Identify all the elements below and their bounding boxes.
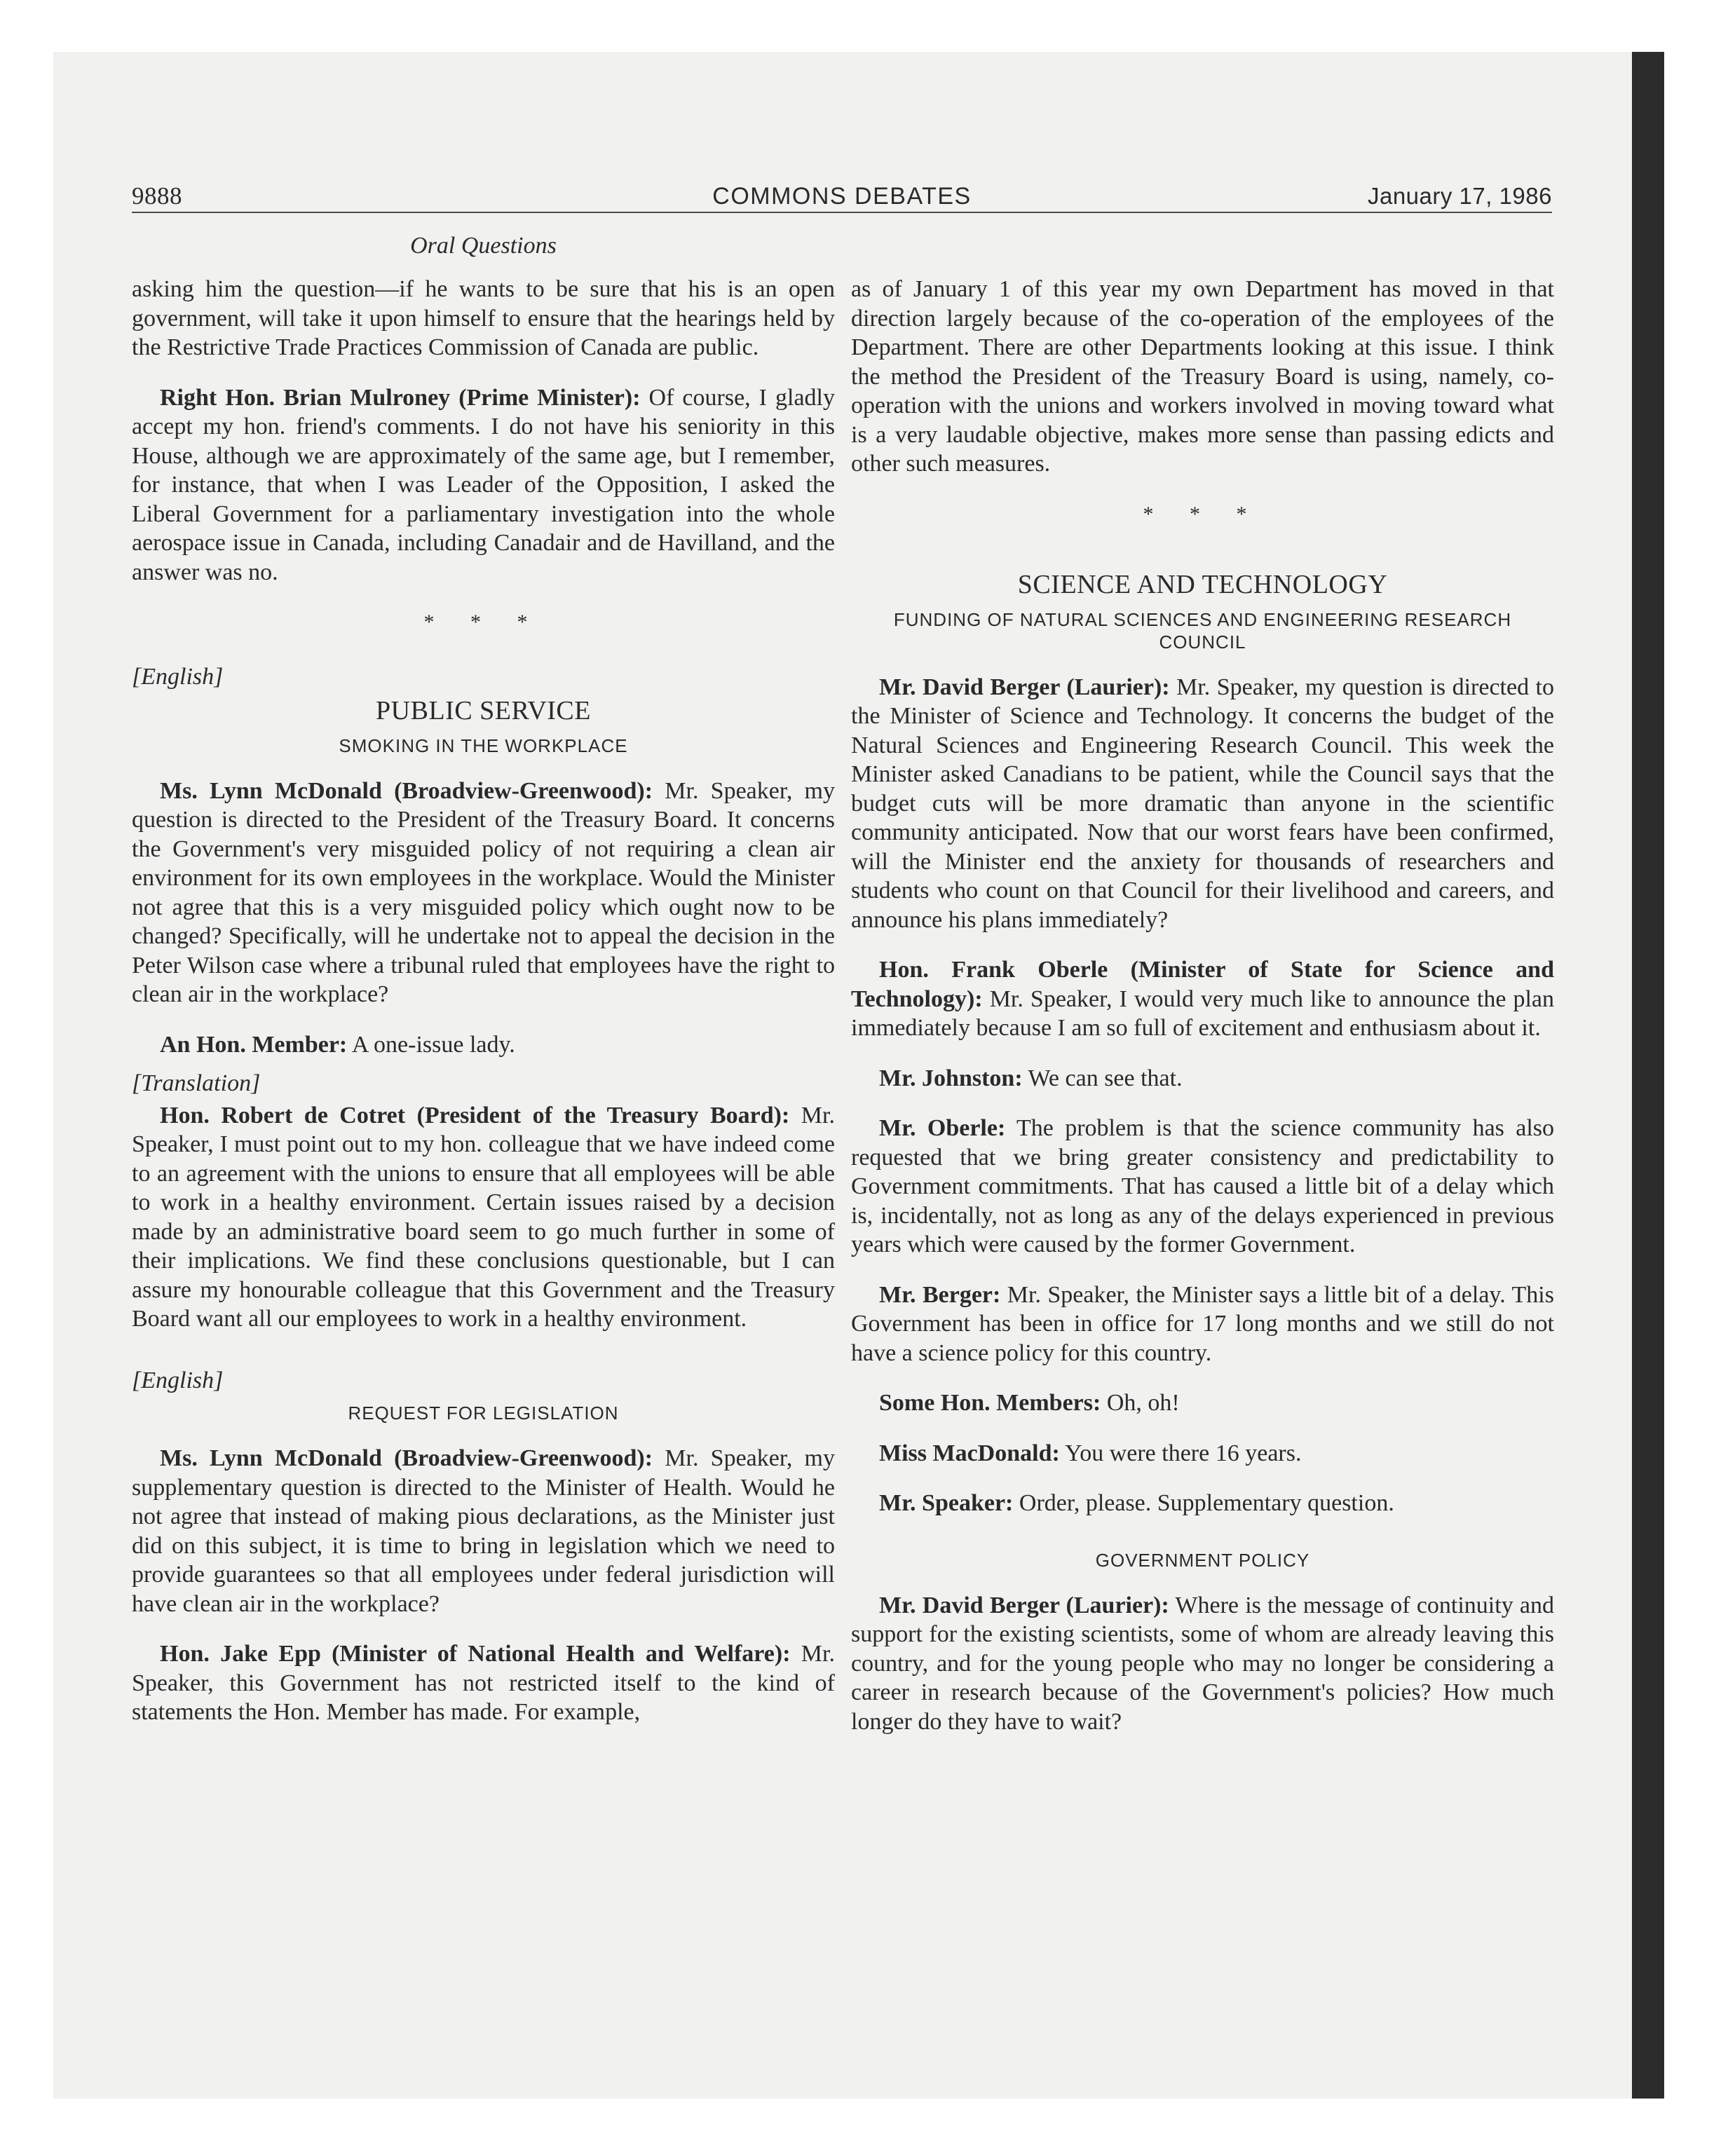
speech-paragraph <box>851 673 1554 935</box>
speech-text: A one-issue lady. <box>347 1031 515 1058</box>
section-separator: * * * <box>1143 502 1263 526</box>
speaker-name: Some Hon. Members: <box>879 1390 1101 1416</box>
speech-text: The problem is that the science community has also requested that we bring greater consistency and predictability to Government commitments. That has caused a little bit of a delay which is, incidentally, not as long as any of the delays experienced in previous years which were caused by the former Government. <box>851 1115 1554 1257</box>
section-heading: SCIENCE AND TECHNOLOGY <box>1017 570 1388 599</box>
publication-title: COMMONS DEBATES <box>712 183 972 210</box>
page-edge-shadow <box>1632 52 1664 2099</box>
speaker-name: Hon. Robert de Cotret (President of the Treasury Board): <box>160 1102 790 1128</box>
paragraph: asking him the question—if he wants to be sure that his is an open government, will take it upon himself to ensure that the hearings held by the Restrictive Trade Practices Commission of Canada are public. <box>132 276 835 360</box>
speech-text: Mr. Speaker, my question is directed to the President of the Treasury Board. It concerns the Government's very misguided policy of not requiring a clean air environment for its own employees in the workplace. Would the Minister not agree that this is a very misguided policy which ought now to be changed? Specifically, will he undertake not to appeal the decision in the Peter Wilson case where a tribunal ruled that employees have the right to clean air in the workplace? <box>132 777 835 1007</box>
speech-text: Mr. Speaker, I must point out to my hon. colleague that we have indeed come to an agreement with the unions to ensure that all employees will be able to work in a healthy environment. Certain issues raised by a decision made by an administrative board seem to go much further in some of their implications. We find these conclusions questionable, but I can assure my honourable colleague that this Government and the Treasury Board want all our employees to work in a healthy environment. <box>132 1102 835 1332</box>
speech-text: Mr. Speaker, this Government has not restricted itself to the kind of statements the Hon. Member has made. For example, <box>132 1641 835 1725</box>
speech-paragraph <box>132 777 835 1009</box>
speech-text: Mr. Speaker, my question is directed to the Minister of Science and Technology. It concerns the budget of the Natural Sciences and Engineering Research Council. This week the Minister asked Canadians to be patient, while the Council says that the budget cuts will be more dramatic than anyone in the scientific community anticipated. Now that our worst fears have been confirmed, will the Minister end the anxiety for thousands of researchers and students who count on that Council for their livelihood and careers, and announce his plans immediately? <box>851 674 1555 933</box>
speech-text: Mr. Speaker, my supplementary question is directed to the Minister of Health. Would he not agree that instead of making pious declarations, as the Minister just did on this subject, it is time to bring in legislation which we need to provide guarantees so that all employees under federal jurisdiction will have clean air in the workplace? <box>132 1445 835 1617</box>
page-number: 9888 <box>132 182 182 210</box>
speech-text: Of course, I gladly accept my hon. friend's comments. I do not have his seniority in this House, although we are approximately of the same age, but I remember, for instance, that when I was Leader of the Opposition, I asked the Liberal Government for a parliamentary investigation into the whole aerospace issue in Canada, including Canadair and de Havilland, and the answer was no. <box>132 384 836 585</box>
left-column <box>132 275 835 1748</box>
speaker-name: Right Hon. Brian Mulroney (Prime Minister): <box>160 384 641 411</box>
speaker-name: Mr. Speaker: <box>879 1490 1014 1516</box>
speech-paragraph <box>132 1101 835 1334</box>
right-column <box>851 275 1554 1757</box>
speech-paragraph <box>851 1591 1554 1737</box>
speech-paragraph <box>132 383 835 587</box>
speech-paragraph <box>851 1114 1554 1260</box>
subsection-heading: GOVERNMENT POLICY <box>1095 1549 1310 1571</box>
speech-paragraph <box>851 1064 1554 1093</box>
speech-text: Order, please. Supplementary question. <box>1013 1490 1394 1516</box>
speech-paragraph <box>851 1489 1554 1518</box>
speech-text: You were there 16 years. <box>1059 1440 1302 1466</box>
speech-text: Mr. Speaker, the Minister says a little bit of a delay. This Government has been in office for 17 long months and we still do not have a science policy for this country. <box>851 1281 1554 1366</box>
speech-paragraph <box>132 1444 835 1618</box>
speaker-name: Hon. Frank Oberle (Minister of State for Science and Technology): <box>851 957 1554 1012</box>
section-separator: * * * <box>423 610 543 634</box>
speaker-name: An Hon. Member: <box>160 1031 348 1058</box>
language-marker: [English] <box>132 663 224 690</box>
speech-paragraph <box>851 955 1554 1043</box>
speaker-name: Mr. Oberle: <box>879 1115 1006 1141</box>
speaker-name: Hon. Jake Epp (Minister of National Health and Welfare): <box>160 1641 791 1667</box>
language-marker: [English] <box>132 1367 224 1393</box>
speaker-name: Mr. David Berger (Laurier): <box>879 1592 1169 1618</box>
subsection-heading: FUNDING OF NATURAL SCIENCES AND ENGINEERING RESEARCH COUNCIL <box>893 608 1512 653</box>
speaker-name: Mr. Berger: <box>879 1281 1001 1308</box>
speech-text: Oh, oh! <box>1101 1390 1180 1416</box>
speaker-name: Mr. Johnston: <box>879 1065 1023 1091</box>
speaker-name: Mr. David Berger (Laurier): <box>879 674 1170 700</box>
publication-date: January 17, 1986 <box>1367 183 1552 209</box>
speaker-name: Ms. Lynn McDonald (Broadview-Greenwood): <box>160 777 653 804</box>
language-marker: [Translation] <box>132 1070 261 1096</box>
running-head: Oral Questions <box>410 233 557 259</box>
speech-text: Mr. Speaker, I would very much like to announce the plan immediately because I am so full of excitement and enthusiasm about it. <box>851 985 1554 1041</box>
subsection-heading: REQUEST FOR LEGISLATION <box>348 1403 619 1424</box>
speech-paragraph <box>851 1389 1554 1418</box>
speech-paragraph <box>851 1439 1554 1468</box>
speech-paragraph <box>132 1639 835 1727</box>
speaker-name: Ms. Lynn McDonald (Broadview-Greenwood): <box>160 1445 653 1471</box>
section-heading: PUBLIC SERVICE <box>376 696 591 725</box>
speech-paragraph <box>851 1281 1554 1368</box>
speech-text: We can see that. <box>1022 1065 1183 1091</box>
speech-text: Where is the message of continuity and support for the existing scientists, some of whom are already leaving this country, and for the young people who may no longer be considering a career in research because of the Government's policies? How much longer do they have to wait? <box>851 1592 1555 1735</box>
speech-paragraph <box>132 1030 835 1060</box>
speaker-name: Miss MacDonald: <box>879 1440 1060 1466</box>
subsection-heading: SMOKING IN THE WORKPLACE <box>339 735 628 756</box>
page-header <box>132 181 1552 213</box>
paragraph: as of January 1 of this year my own Department has moved in that direction largely because of the co-operation of the employees of the Department. There are other Departments looking at this issue. I think the method the President of the Treasury Board is using, namely, co-operation with the unions and workers involved in moving toward what is a very laudable objective, makes more sense than passing edicts and other such measures. <box>851 276 1554 477</box>
